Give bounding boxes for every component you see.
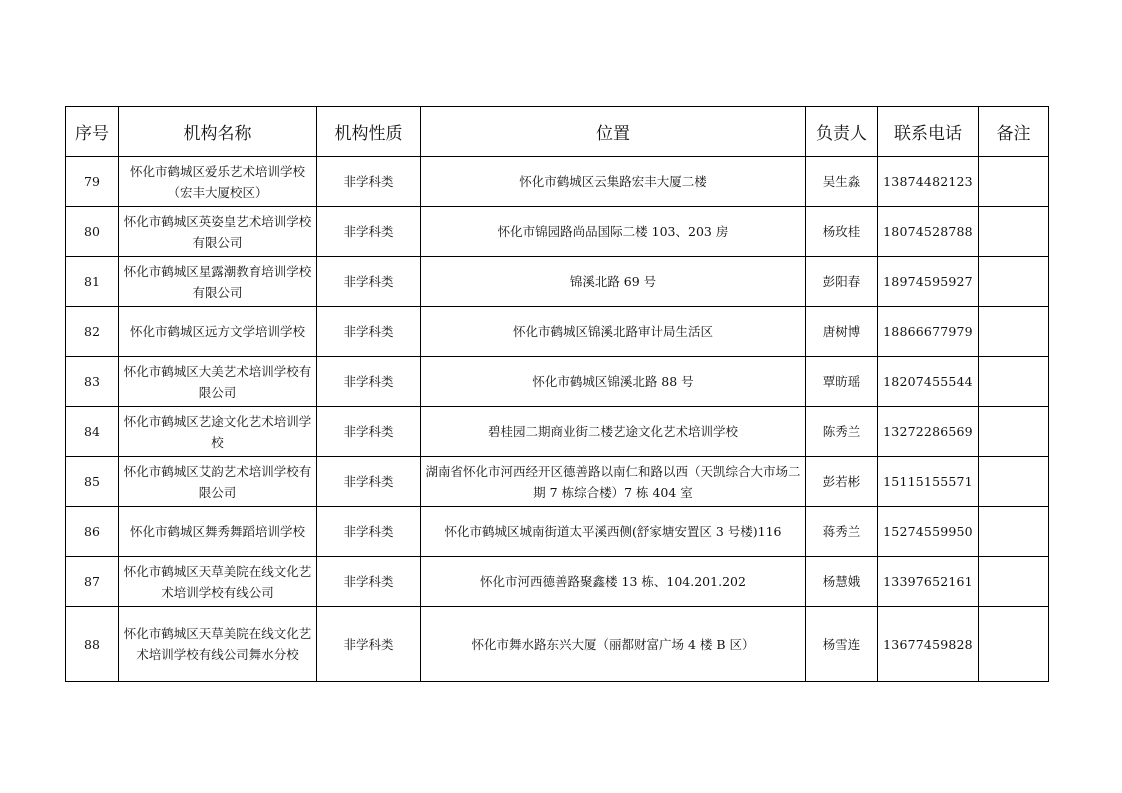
header-name: 机构名称 <box>119 107 317 157</box>
table-row <box>66 307 1049 357</box>
table-row <box>66 257 1049 307</box>
table-row <box>66 557 1049 607</box>
table-row <box>66 607 1049 682</box>
cell-phone: 18074528788 <box>878 207 979 257</box>
cell-name: 怀化市鹤城区英姿皇艺术培训学校有限公司 <box>119 207 317 257</box>
cell-phone: 18974595927 <box>878 257 979 307</box>
cell-location: 怀化市鹤城区锦溪北路 88 号 <box>421 357 806 407</box>
cell-location: 怀化市锦园路尚品国际二楼 103、203 房 <box>421 207 806 257</box>
cell-seq: 84 <box>66 407 119 457</box>
cell-type: 非学科类 <box>317 157 421 207</box>
table-row <box>66 407 1049 457</box>
cell-location: 怀化市河西德善路聚鑫楼 13 栋、104.201.202 <box>421 557 806 607</box>
header-location: 位置 <box>421 107 806 157</box>
cell-note <box>979 307 1049 357</box>
table-row <box>66 457 1049 507</box>
cell-name: 怀化市鹤城区艾韵艺术培训学校有限公司 <box>119 457 317 507</box>
cell-location: 锦溪北路 69 号 <box>421 257 806 307</box>
cell-note <box>979 557 1049 607</box>
cell-seq: 85 <box>66 457 119 507</box>
cell-seq: 81 <box>66 257 119 307</box>
table-row <box>66 507 1049 557</box>
cell-location: 怀化市鹤城区云集路宏丰大厦二楼 <box>421 157 806 207</box>
cell-person: 唐树博 <box>806 307 878 357</box>
table-row <box>66 357 1049 407</box>
cell-note <box>979 457 1049 507</box>
cell-name: 怀化市鹤城区艺途文化艺术培训学校 <box>119 407 317 457</box>
header-seq: 序号 <box>66 107 119 157</box>
header-row <box>66 107 1049 157</box>
cell-note <box>979 607 1049 682</box>
cell-name: 怀化市鹤城区天草美院在线文化艺术培训学校有线公司舞水分校 <box>119 607 317 682</box>
cell-phone: 15274559950 <box>878 507 979 557</box>
cell-seq: 79 <box>66 157 119 207</box>
cell-note <box>979 207 1049 257</box>
cell-location: 怀化市鹤城区锦溪北路审计局生活区 <box>421 307 806 357</box>
cell-name: 怀化市鹤城区天草美院在线文化艺术培训学校有线公司 <box>119 557 317 607</box>
header-note: 备注 <box>979 107 1049 157</box>
cell-type: 非学科类 <box>317 507 421 557</box>
cell-phone: 18207455544 <box>878 357 979 407</box>
cell-note <box>979 507 1049 557</box>
cell-location: 怀化市舞水路东兴大厦（丽都财富广场 4 楼 B 区） <box>421 607 806 682</box>
cell-type: 非学科类 <box>317 357 421 407</box>
cell-note <box>979 157 1049 207</box>
cell-person: 杨玫桂 <box>806 207 878 257</box>
cell-seq: 80 <box>66 207 119 257</box>
cell-person: 吴生淼 <box>806 157 878 207</box>
cell-seq: 86 <box>66 507 119 557</box>
cell-seq: 83 <box>66 357 119 407</box>
cell-person: 杨雪连 <box>806 607 878 682</box>
cell-type: 非学科类 <box>317 457 421 507</box>
cell-phone: 13397652161 <box>878 557 979 607</box>
cell-phone: 13677459828 <box>878 607 979 682</box>
cell-seq: 82 <box>66 307 119 357</box>
cell-phone: 15115155571 <box>878 457 979 507</box>
cell-location: 碧桂园二期商业街二楼艺途文化艺术培训学校 <box>421 407 806 457</box>
cell-phone: 13272286569 <box>878 407 979 457</box>
cell-name: 怀化市鹤城区远方文学培训学校 <box>119 307 317 357</box>
cell-phone: 18866677979 <box>878 307 979 357</box>
cell-note <box>979 407 1049 457</box>
cell-seq: 87 <box>66 557 119 607</box>
header-person: 负责人 <box>806 107 878 157</box>
cell-note <box>979 257 1049 307</box>
cell-name: 怀化市鹤城区星露潮教育培训学校有限公司 <box>119 257 317 307</box>
cell-name: 怀化市鹤城区舞秀舞蹈培训学校 <box>119 507 317 557</box>
cell-phone: 13874482123 <box>878 157 979 207</box>
table-row <box>66 207 1049 257</box>
cell-person: 覃昉瑶 <box>806 357 878 407</box>
institution-table <box>65 106 1049 682</box>
cell-type: 非学科类 <box>317 257 421 307</box>
cell-location: 湖南省怀化市河西经开区德善路以南仁和路以西（天凯综合大市场二期 7 栋综合楼）7 栋 404 室 <box>421 457 806 507</box>
cell-type: 非学科类 <box>317 307 421 357</box>
cell-type: 非学科类 <box>317 557 421 607</box>
cell-person: 陈秀兰 <box>806 407 878 457</box>
cell-seq: 88 <box>66 607 119 682</box>
cell-person: 蒋秀兰 <box>806 507 878 557</box>
cell-note <box>979 357 1049 407</box>
table-row <box>66 157 1049 207</box>
cell-type: 非学科类 <box>317 607 421 682</box>
cell-name: 怀化市鹤城区大美艺术培训学校有限公司 <box>119 357 317 407</box>
cell-name: 怀化市鹤城区爱乐艺术培训学校（宏丰大厦校区） <box>119 157 317 207</box>
header-type: 机构性质 <box>317 107 421 157</box>
cell-location: 怀化市鹤城区城南街道太平溪西侧(舒家塘安置区 3 号楼)116 <box>421 507 806 557</box>
cell-type: 非学科类 <box>317 207 421 257</box>
header-phone: 联系电话 <box>878 107 979 157</box>
cell-person: 彭若彬 <box>806 457 878 507</box>
cell-person: 杨慧娥 <box>806 557 878 607</box>
cell-person: 彭阳春 <box>806 257 878 307</box>
cell-type: 非学科类 <box>317 407 421 457</box>
